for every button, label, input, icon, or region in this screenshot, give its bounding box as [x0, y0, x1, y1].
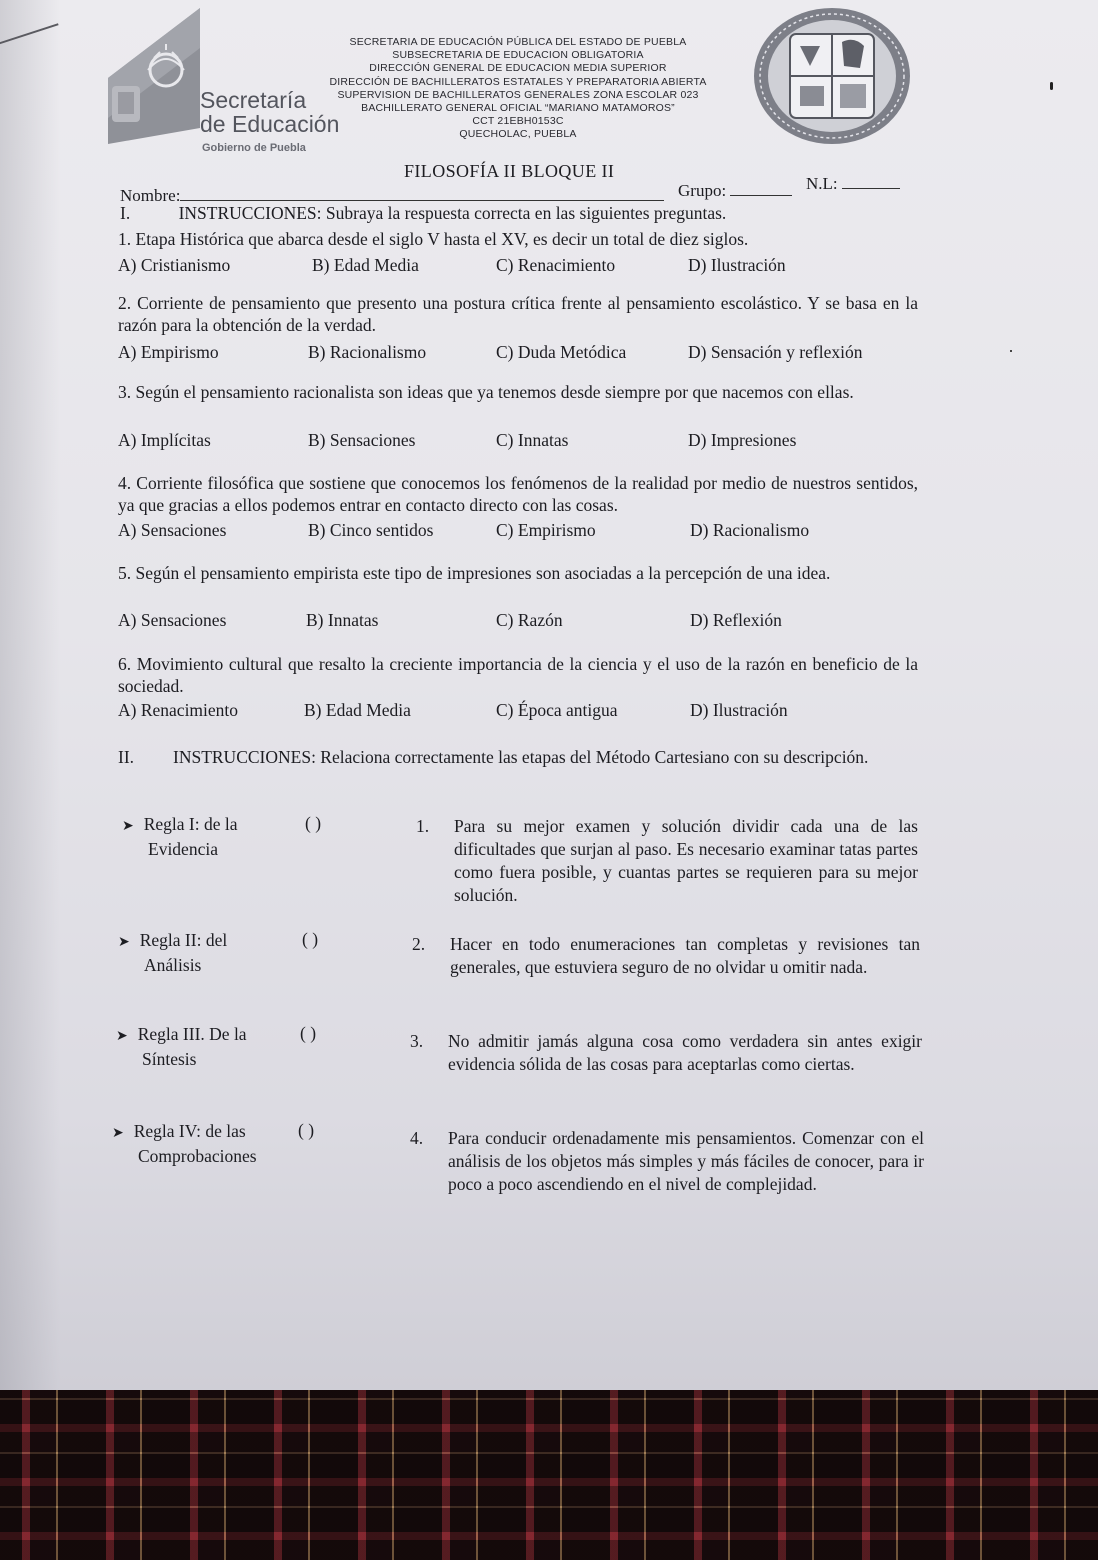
school-seal-icon [752, 6, 912, 146]
secretaria-text: Secretaría [200, 87, 307, 113]
answer-paren-2[interactable]: ( ) [302, 929, 319, 949]
option-2b[interactable]: B) Racionalismo [308, 342, 427, 362]
description-3 [410, 1030, 922, 1076]
arrow-bullet-icon: ➤ [116, 1029, 128, 1044]
paper-shadow [0, 0, 60, 1392]
section1-header [120, 203, 726, 224]
description-4-text: Para conducir ordenadamente mis pensamientos. Comenzar con el análisis de los objetos más simples y más fáciles de conocer, para ir poco a poco ascendiendo en el nivel de complejidad. [448, 1128, 924, 1194]
rule-4-line1: Regla IV: de las [133, 1121, 246, 1141]
rule-3 [116, 1023, 247, 1071]
nombre-label: Nombre: [120, 186, 181, 205]
option-1c[interactable]: C) Renacimiento [496, 255, 616, 275]
option-4a[interactable]: A) Sensaciones [118, 520, 227, 540]
question-1-options [118, 255, 918, 277]
option-4b[interactable]: B) Cinco sentidos [308, 520, 434, 540]
header-line: DIRECCIÓN DE BACHILLERATOS ESTATALES Y PREPARATORIA ABIERTA [329, 75, 707, 88]
question-2: 2. Corriente de pensamiento que presento una postura crítica frente al pensamiento escolástico. Y se basa en la razón para la obtención de la verdad. [118, 293, 918, 335]
option-5a[interactable]: A) Sensaciones [118, 610, 227, 630]
option-1b[interactable]: B) Edad Media [312, 255, 419, 275]
nl-label: N.L: [806, 174, 838, 193]
option-3c[interactable]: C) Innatas [496, 430, 569, 450]
header-line: QUECHOLAC, PUEBLA [459, 128, 577, 141]
description-4 [410, 1127, 924, 1196]
question-5: 5. Según el pensamiento empirista este tipo de impresiones son asociadas a la percepción de una idea. [118, 563, 831, 583]
header-line: DIRECCIÓN GENERAL DE EDUCACION MEDIA SUPERIOR [369, 62, 667, 75]
grupo-field[interactable] [678, 181, 792, 201]
rule-2-line1: Regla II: del [139, 930, 228, 950]
question-3-options [118, 430, 918, 452]
rule-1-line2: Evidencia [148, 839, 218, 859]
question-5-options [118, 610, 918, 632]
question-4-options [118, 520, 918, 542]
question-1: 1. Etapa Histórica que abarca desde el siglo V hasta el XV, es decir un total de diez siglos. [118, 229, 749, 249]
question-4: 4. Corriente filosófica que sostiene que conocemos los fenómenos de la realidad por medio de nuestros sentidos, ya que gracias a ellos podemos entrar en contacto directo con las cosas. [118, 473, 918, 515]
option-3d[interactable]: D) Impresiones [688, 430, 797, 450]
question-6-options [118, 700, 918, 722]
option-5b[interactable]: B) Innatas [306, 610, 379, 630]
answer-paren-1[interactable]: ( ) [305, 813, 322, 833]
header-line: SECRETARIA DE EDUCACIÓN PÚBLICA DEL ESTADO DE PUEBLA [349, 36, 687, 48]
option-6d[interactable]: D) Ilustración [690, 700, 788, 720]
section1-instructions: INSTRUCCIONES: Subraya la respuesta correcta en las siguientes preguntas. [178, 203, 727, 223]
arrow-bullet-icon: ➤ [112, 1126, 124, 1141]
pen-mark [1050, 82, 1053, 90]
rule-3-line1: Regla III. De la [137, 1024, 247, 1044]
description-1-num: 1. [416, 816, 430, 836]
option-3b[interactable]: B) Sensaciones [308, 430, 416, 450]
question-3: 3. Según el pensamiento racionalista son ideas que ya tenemos desde siempre por que nacemos con ellas. [118, 382, 854, 402]
arrow-bullet-icon: ➤ [118, 935, 130, 950]
rule-4-line2: Comprobaciones [138, 1146, 257, 1166]
option-2d[interactable]: D) Sensación y reflexión [688, 342, 863, 362]
description-4-num: 4. [410, 1128, 424, 1148]
rule-2 [118, 929, 227, 977]
grupo-label: Grupo: [678, 181, 727, 200]
option-4c[interactable]: C) Empirismo [496, 520, 596, 540]
de-educacion-text: de Educación [200, 111, 340, 137]
option-6a[interactable]: A) Renacimiento [118, 700, 239, 720]
header-line: SUBSECRETARIA DE EDUCACION OBLIGATORIA [392, 49, 644, 62]
answer-paren-4[interactable]: ( ) [298, 1120, 315, 1140]
rule-1-line1: Regla I: de la [143, 814, 238, 834]
header-line: BACHILLERATO GENERAL OFICIAL “MARIANO MATAMOROS” [361, 102, 675, 115]
option-2a[interactable]: A) Empirismo [118, 342, 219, 362]
rule-1 [122, 813, 238, 861]
description-2 [412, 933, 920, 979]
rule-2-line2: Análisis [144, 955, 202, 975]
option-5d[interactable]: D) Reflexión [690, 610, 782, 630]
nl-field[interactable] [806, 174, 900, 194]
option-1a[interactable]: A) Cristianismo [118, 255, 231, 275]
description-2-text: Hacer en todo enumeraciones tan completas y revisiones tan generales, que estuviera seguro de no olvidar u omitir nada. [450, 934, 920, 977]
gobierno-text: Gobierno de Puebla [202, 142, 306, 154]
option-1d[interactable]: D) Ilustración [688, 255, 786, 275]
arrow-bullet-icon: ➤ [122, 819, 134, 834]
section2-numeral: II. [118, 747, 135, 767]
secretaria-logo-icon [108, 8, 200, 144]
option-2c[interactable]: C) Duda Metódica [496, 342, 627, 362]
description-3-num: 3. [410, 1031, 424, 1051]
nl-blank[interactable] [842, 188, 900, 189]
answer-paren-3[interactable]: ( ) [300, 1023, 317, 1043]
section1-numeral: I. [120, 203, 131, 223]
option-3a[interactable]: A) Implícitas [118, 430, 211, 450]
grupo-blank[interactable] [730, 195, 792, 196]
section2-instructions: INSTRUCCIONES: Relaciona correctamente las etapas del Método Cartesiano con su descripción. [173, 747, 869, 767]
description-1 [416, 815, 918, 907]
header-institution-lines [292, 36, 744, 142]
header-line: SUPERVISION DE BACHILLERATOS GENERALES ZONA ESCOLAR 023 [337, 88, 699, 101]
ink-dot [1010, 350, 1012, 352]
plaid-fabric-background [0, 1390, 1098, 1560]
option-6b[interactable]: B) Edad Media [304, 700, 411, 720]
option-4d[interactable]: D) Racionalismo [690, 520, 810, 540]
question-2-options [118, 342, 918, 364]
rule-3-line2: Síntesis [142, 1049, 197, 1069]
option-5c[interactable]: C) Razón [496, 610, 563, 630]
description-3-text: No admitir jamás alguna cosa como verdadera sin antes exigir evidencia sólida de las cosas para aceptarlas como ciertas. [448, 1031, 922, 1074]
rule-4 [112, 1120, 257, 1168]
option-6c[interactable]: C) Época antigua [496, 700, 618, 720]
exam-title: FILOSOFÍA II BLOQUE II [404, 161, 615, 181]
section2-header [118, 746, 928, 768]
description-1-text: Para su mejor examen y solución dividir cada una de las dificultades que surjan al paso. Es necesario examinar tatas partes como fuera posible, y cuantas partes se requieren para su mejor solución. [454, 816, 918, 905]
nombre-blank[interactable] [180, 200, 664, 201]
header-line: CCT 21EBH0153C [472, 115, 564, 128]
description-2-num: 2. [412, 934, 426, 954]
question-6: 6. Movimiento cultural que resalto la creciente importancia de la ciencia y el uso de la razón en beneficio de la sociedad. [118, 654, 918, 696]
